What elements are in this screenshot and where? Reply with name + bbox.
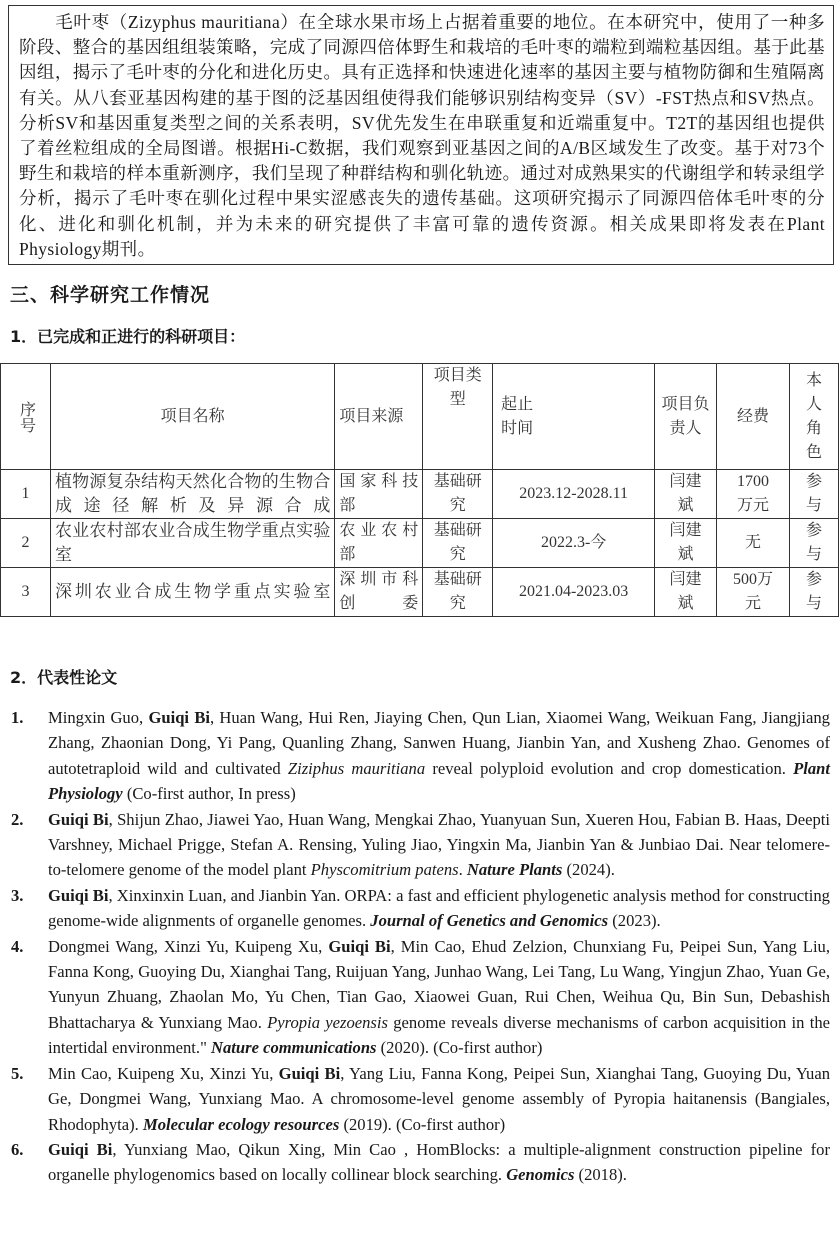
paper-number: 1.	[11, 708, 24, 727]
paper-text: (2019). (Co-first author)	[339, 1114, 506, 1134]
paper-text: , Xinxinxin Luan, and Jianbin Yan. ORPA: a fast and efficient phylogenetic analysis method for constructing genome-wide alignments of organelle genomes.	[48, 885, 830, 931]
table-row	[1, 519, 839, 568]
table-cell: 基础研究	[423, 519, 493, 568]
table-cell: 闫建斌	[655, 519, 717, 568]
paper-text: Guiqi Bi	[278, 1063, 341, 1083]
paper-text: Guiqi Bi	[48, 885, 109, 905]
paper-text: Plant Physiology	[48, 758, 830, 804]
paper-number: 2.	[11, 809, 24, 829]
table-cell: 2	[1, 519, 51, 568]
header-cell: 本人角色	[789, 364, 838, 470]
table-cell: 植物源复杂结构天然化合物的生物合成途径解析及异源合成	[50, 470, 334, 519]
paper-item	[0, 883, 830, 934]
table-cell: 无	[717, 519, 790, 568]
header-cell: 项目名称	[50, 364, 334, 470]
paper-text: Pyropia yezoensis	[267, 1012, 388, 1032]
table-cell: 500万元	[717, 568, 790, 617]
paper-number: 6.	[11, 1139, 24, 1159]
header-cell: 项目类型	[423, 364, 493, 470]
table-cell: 2023.12-2028.11	[493, 470, 655, 519]
table-cell: 闫建斌	[655, 470, 717, 519]
paper-text: Guiqi Bi	[328, 936, 391, 956]
paper-text: Ziziphus mauritiana	[287, 758, 426, 778]
paper-item	[0, 934, 830, 1061]
paper-item	[0, 1137, 830, 1188]
paper-text: (2023).	[608, 911, 661, 931]
papers-title: 2．代表性论文	[10, 668, 118, 687]
paper-text: Nature communications	[211, 1038, 377, 1058]
paper-number: 4.	[11, 936, 24, 956]
table-cell: 深圳农业合成生物学重点实验室	[50, 568, 334, 617]
paper-text: (Co-first author, In press)	[122, 784, 296, 804]
paper-text: Molecular ecology resources	[142, 1114, 340, 1134]
header-cell: 起止时间	[493, 364, 655, 470]
paper-text: , Yang Liu, Fanna Kong, Peipei Sun, Xianghai Tang, Guoying Du, Yuan Ge, Dongmei Wang, Yunxiang Mao. A chromosome-level genome assembly of Pyropia haitanensis (Bangiales, Rhodophyta).	[48, 1063, 830, 1134]
table-cell: 1700万元	[717, 470, 790, 519]
paper-text: (2020). (Co-first author)	[376, 1038, 543, 1058]
table-cell: 3	[1, 568, 51, 617]
table-cell: 闫建斌	[655, 568, 717, 617]
paper-text: Guiqi Bi	[48, 1139, 113, 1159]
header-cell: 序号	[1, 364, 51, 470]
table-cell: 1	[1, 470, 51, 519]
paper-number: 5.	[11, 1063, 24, 1083]
header-cell: 项目负责人	[655, 364, 717, 470]
paper-text: reveal polyploid evolution and crop domestication.	[425, 758, 794, 778]
papers-list	[0, 705, 830, 1188]
table-cell: 农业农村部	[335, 519, 423, 568]
header-cell: 项目来源	[335, 364, 423, 470]
paper-text: , Yunxiang Mao, Qikun Xing, Min Cao , HomBlocks: a multiple-alignment construction pipeline for organelle phylogenomics based on locally collinear block searching.	[48, 1139, 830, 1185]
paper-text: , Huan Wang, Hui Ren, Jiaying Chen, Qun Lian, Xiaomei Wang, Weikuan Fang, Jiangjiang Zhang, Zhaonian Dong, Yi Pang, Quanling Zhang, Sanwen Huang, Jianbin Yan, and Xusheng Zhao. Genomes of autotetraploid wild and cultivated	[48, 708, 830, 778]
paper-number: 3.	[11, 885, 24, 905]
paper-text: Guiqi Bi	[48, 809, 109, 829]
abstract-text: 毛叶枣（Zizyphus mauritiana）在全球水果市场上占据着重要的地位。在本研究中，使用了一种多阶段、整合的基因组组装策略，完成了同源四倍体野生和栽培的毛叶枣的端粒到端粒基因组。基于此基因组，揭示了毛叶枣的分化和进化历史。具有正选择和快速进化速率的基因主要与植物防御和生殖隔离有关。从八套亚基因构建的基于图的泛基因组使得我们能够识别结构变异（SV）-FST热点和SV热点。分析SV和基因重复类型之间的关系表明，SV优先发生在串联重复和近端重复中。T2T的基因组也提供了着丝粒组成的全局图谱。根据Hi-C数据，我们观察到亚基因之间的A/B区域发生了改变。基于对73个野生和栽培的样本重新测序，我们呈现了种群结构和驯化轨迹。通过对成熟果实的代谢组学和转录组学分析，揭示了毛叶枣在驯化过程中果实涩感丧失的遗传基础。这项研究揭示了同源四倍体毛叶枣的分化、进化和驯化机制，并为未来的研究提供了丰富可靠的遗传资源。相关成果即将发表在Plant Physiology期刊。	[19, 12, 825, 259]
paper-text: , Shijun Zhao, Jiawei Yao, Huan Wang, Mengkai Zhao, Yuanyuan Sun, Xueren Hou, Fabian B. Haas, Deepti Varshney, Michael Prigge, Stefan A. Rensing, Yuling Jiao, Yingxin Ma, Jianbin Yan & Junbiao Dai. Near telomere-to-telomere genome of the model plant	[48, 809, 830, 880]
paper-text: Genomics	[506, 1165, 575, 1185]
paper-item	[0, 705, 830, 807]
paper-text: genome reveals diverse mechanisms of carbon acquisition in the intertidal environment."	[48, 1012, 830, 1058]
paper-text: , Min Cao, Ehud Zelzion, Chunxiang Fu, Peipei Sun, Yang Liu, Fanna Kong, Guoying Du, Xianghai Tang, Ruijuan Yang, Junhao Wang, Lei Tang, Lu Wang, Yingjun Zhao, Yuan Ge, Yunyun Zhuang, Zhaolan Mo, Yu Chen, Tian Gao, Xiaowei Guan, Rui Chen, Weihua Qu, Bin Sun, Debashish Bhattacharya & Yunxiang Mao.	[48, 936, 831, 1032]
table-cell: 参与	[789, 568, 838, 617]
table-cell: 参与	[789, 470, 838, 519]
table-row	[1, 568, 839, 617]
paper-text: (2024).	[562, 860, 615, 880]
header-cell: 经费	[717, 364, 790, 470]
paper-item	[0, 1061, 830, 1137]
paper-text: Physcomitrium patens	[310, 860, 459, 880]
paper-text: Min Cao, Kuipeng Xu, Xinzi Yu,	[48, 1063, 279, 1083]
paper-text: Guiqi Bi	[148, 708, 210, 727]
table-cell: 深圳市科创委	[335, 568, 423, 617]
table-header-row	[1, 364, 839, 470]
table-row	[1, 470, 839, 519]
table-cell: 国家科技部	[335, 470, 423, 519]
projects-title: 1．已完成和正进行的科研项目：	[10, 327, 246, 346]
paper-text: (2018).	[574, 1165, 627, 1185]
table-cell: 参与	[789, 519, 838, 568]
paper-text: Mingxin Guo,	[48, 708, 149, 727]
table-cell: 基础研究	[423, 470, 493, 519]
paper-text: .	[458, 860, 467, 880]
abstract-box	[8, 5, 834, 265]
table-cell: 基础研究	[423, 568, 493, 617]
projects-table	[0, 363, 839, 617]
table-cell: 2021.04-2023.03	[493, 568, 655, 617]
paper-text: Journal of Genetics and Genomics	[370, 911, 609, 931]
table-cell: 农业农村部农业合成生物学重点实验室	[50, 519, 334, 568]
section-title: 三、科学研究工作情况	[10, 284, 211, 306]
paper-text: Nature Plants	[466, 860, 563, 880]
paper-text: Dongmei Wang, Xinzi Yu, Kuipeng Xu,	[48, 936, 329, 956]
table-cell: 2022.3-今	[493, 519, 655, 568]
paper-item	[0, 807, 830, 883]
